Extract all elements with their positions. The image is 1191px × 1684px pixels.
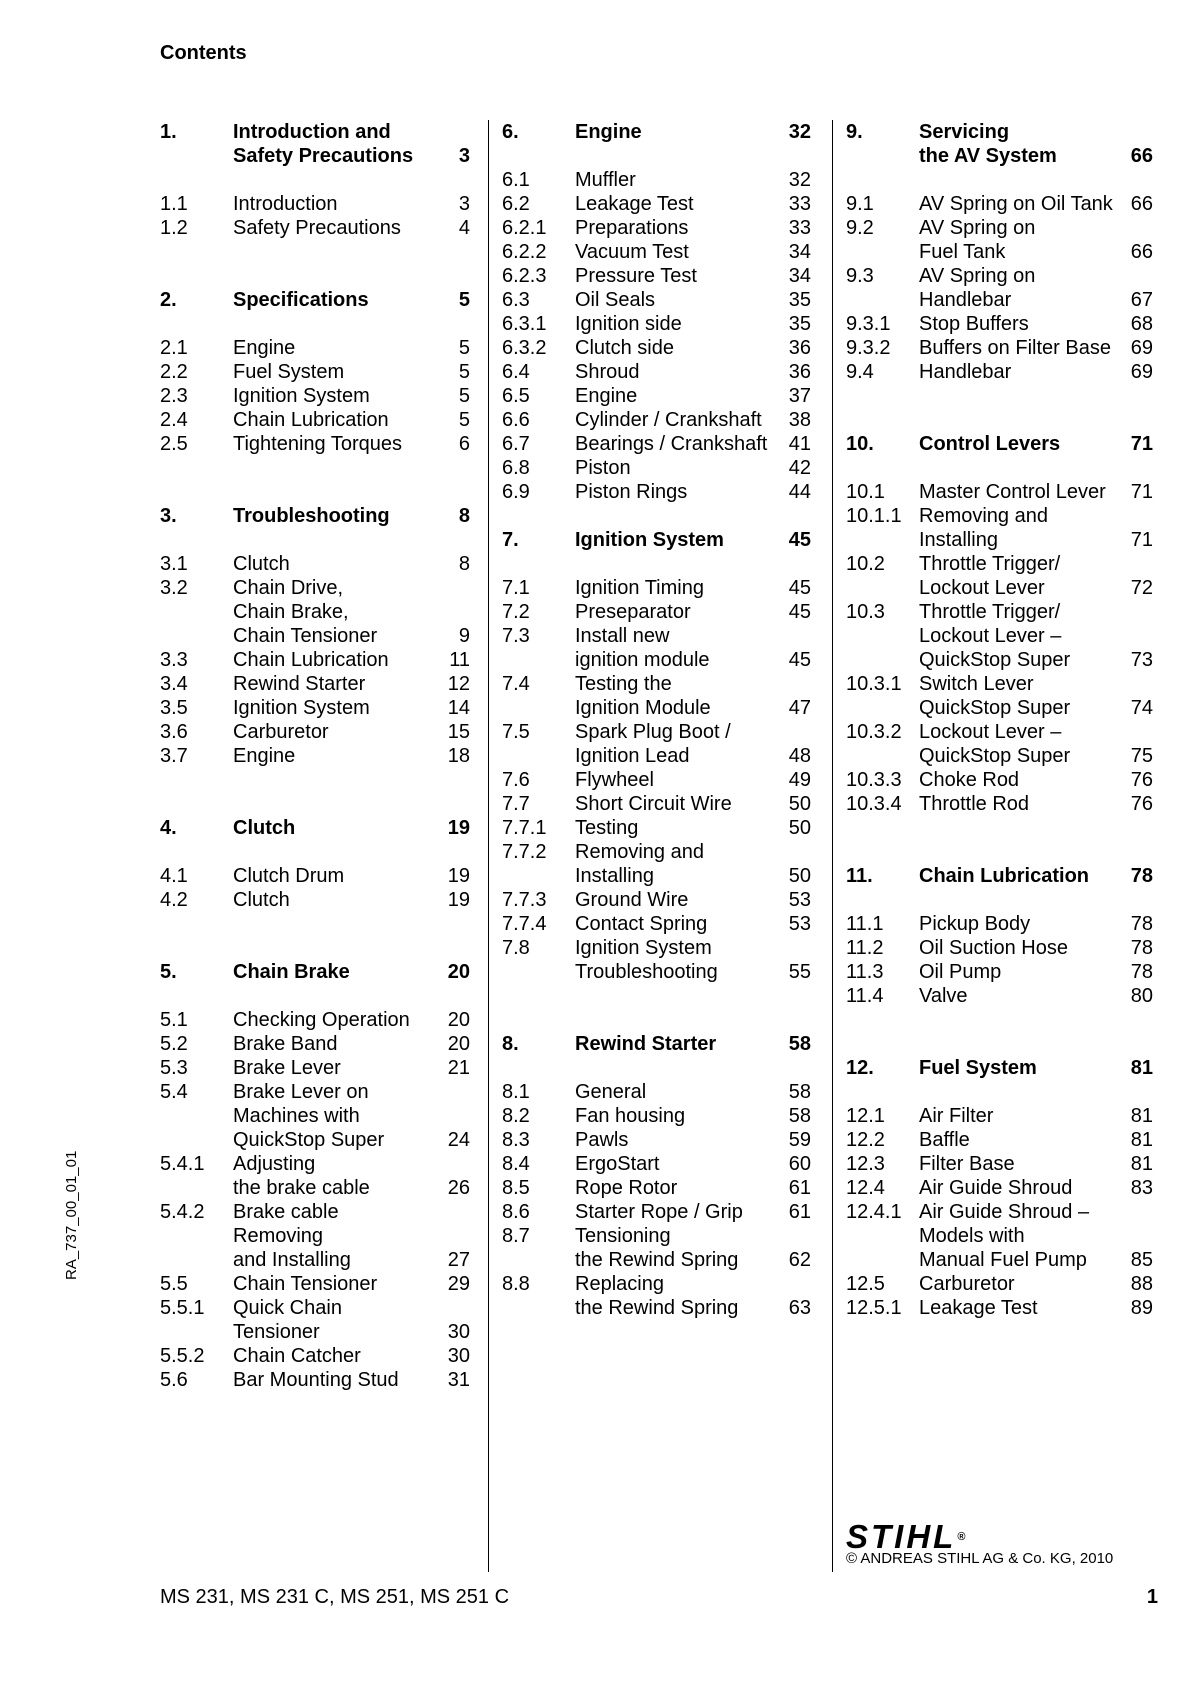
toc-entry[interactable]: 6.7 Bearings / Crankshaft 41	[502, 433, 811, 455]
toc-entry[interactable]: 5.5.2 Chain Catcher 30	[160, 1345, 470, 1367]
toc-entry[interactable]: 5.4.2 Brake cable Removing and Installing 27	[160, 1201, 470, 1271]
toc-column-1	[160, 120, 470, 1392]
toc-entry[interactable]: 2.3 Ignition System 5	[160, 385, 470, 407]
toc-entry[interactable]: 7.7.2 Removing and Installing 50	[502, 841, 811, 887]
toc-entry[interactable]: 10.3.4 Throttle Rod 76	[846, 793, 1153, 815]
toc-entry[interactable]: 3.5 Ignition System 14	[160, 697, 470, 719]
toc-entry[interactable]: 6.2.3 Pressure Test 34	[502, 265, 811, 287]
toc-entry[interactable]: 8.4 ErgoStart 60	[502, 1153, 811, 1175]
toc-entry[interactable]: 12.1 Air Filter 81	[846, 1105, 1153, 1127]
column-divider	[488, 120, 489, 1572]
toc-entry[interactable]: 9.1 AV Spring on Oil Tank 66	[846, 193, 1153, 215]
toc-entry[interactable]: 8.5 Rope Rotor 61	[502, 1177, 811, 1199]
toc-entry[interactable]: 12.2 Baffle 81	[846, 1129, 1153, 1151]
toc-entry[interactable]: 7.3 Install new ignition module 45	[502, 625, 811, 671]
toc-entry[interactable]: 6.1 Muffler 32	[502, 169, 811, 191]
toc-entry[interactable]: 3.3 Chain Lubrication 11	[160, 649, 470, 671]
toc-entry[interactable]: 5.6 Bar Mounting Stud 31	[160, 1369, 470, 1391]
toc-entry[interactable]: 12.3 Filter Base 81	[846, 1153, 1153, 1175]
toc-section[interactable]: 4. Clutch 19	[160, 817, 470, 839]
toc-entry[interactable]: 11.3 Oil Pump 78	[846, 961, 1153, 983]
toc-entry[interactable]: 10.3.2 Lockout Lever – QuickStop Super 75	[846, 721, 1153, 767]
toc-entry[interactable]: 7.2 Preseparator 45	[502, 601, 811, 623]
toc-entry[interactable]: 10.1.1 Removing and Installing 71	[846, 505, 1153, 551]
toc-entry[interactable]: 7.7.3 Ground Wire 53	[502, 889, 811, 911]
toc-entry[interactable]: 2.4 Chain Lubrication 5	[160, 409, 470, 431]
toc-entry[interactable]: 11.1 Pickup Body 78	[846, 913, 1153, 935]
toc-entry[interactable]: 8.1 General 58	[502, 1081, 811, 1103]
toc-section[interactable]: 9. Servicing the AV System 66	[846, 121, 1153, 167]
toc-entry[interactable]: 8.6 Starter Rope / Grip 61	[502, 1201, 811, 1223]
toc-section[interactable]: 3. Troubleshooting 8	[160, 505, 470, 527]
footer-models: MS 231, MS 231 C, MS 251, MS 251 C	[160, 1586, 510, 1608]
toc-entry[interactable]: 7.7.4 Contact Spring 53	[502, 913, 811, 935]
toc-entry[interactable]: 2.1 Engine 5	[160, 337, 470, 359]
toc-entry[interactable]: 7.5 Spark Plug Boot / Ignition Lead 48	[502, 721, 811, 767]
toc-entry[interactable]: 6.5 Engine 37	[502, 385, 811, 407]
copyright: © ANDREAS STIHL AG & Co. KG, 2010	[846, 1550, 1114, 1567]
toc-entry[interactable]: 3.1 Clutch 8	[160, 553, 470, 575]
toc-entry[interactable]: 3.2 Chain Drive, Chain Brake, Chain Tensioner 9	[160, 577, 470, 647]
toc-entry[interactable]: 3.4 Rewind Starter 12	[160, 673, 470, 695]
toc-entry[interactable]: 3.6 Carburetor 15	[160, 721, 470, 743]
toc-section[interactable]: 7. Ignition System 45	[502, 529, 811, 551]
toc-entry[interactable]: 7.7.1 Testing 50	[502, 817, 811, 839]
toc-entry[interactable]: 10.3.3 Choke Rod 76	[846, 769, 1153, 791]
toc-entry[interactable]: 11.2 Oil Suction Hose 78	[846, 937, 1153, 959]
toc-entry[interactable]: 11.4 Valve 80	[846, 985, 1153, 1007]
stihl-logo	[846, 1518, 966, 1555]
toc-entry[interactable]: 9.4 Handlebar 69	[846, 361, 1153, 383]
toc-entry[interactable]: 6.3 Oil Seals 35	[502, 289, 811, 311]
toc-entry[interactable]: 5.2 Brake Band 20	[160, 1033, 470, 1055]
toc-section[interactable]: 6. Engine 32	[502, 121, 811, 143]
toc-entry[interactable]: 10.2 Throttle Trigger/ Lockout Lever 72	[846, 553, 1153, 599]
registered-mark: ®	[957, 1531, 966, 1543]
toc-entry[interactable]: 6.2 Leakage Test 33	[502, 193, 811, 215]
toc-entry[interactable]: 2.2 Fuel System 5	[160, 361, 470, 383]
toc-section[interactable]: 5. Chain Brake 20	[160, 961, 470, 983]
toc-entry[interactable]: 1.1 Introduction 3	[160, 193, 470, 215]
toc-column-3	[846, 120, 1153, 1320]
toc-entry[interactable]: 7.6 Flywheel 49	[502, 769, 811, 791]
toc-entry[interactable]: 4.2 Clutch 19	[160, 889, 470, 911]
toc-column-2	[502, 120, 811, 1320]
toc-entry[interactable]: 5.5.1 Quick Chain Tensioner 30	[160, 1297, 470, 1343]
toc-section[interactable]: 1. Introduction and Safety Precautions 3	[160, 121, 470, 167]
toc-entry[interactable]: 7.4 Testing the Ignition Module 47	[502, 673, 811, 719]
toc-entry[interactable]: 12.4.1 Air Guide Shroud – Models with Manual Fuel Pump 85	[846, 1201, 1153, 1271]
toc-entry[interactable]: 6.8 Piston 42	[502, 457, 811, 479]
toc-entry[interactable]: 7.1 Ignition Timing 45	[502, 577, 811, 599]
toc-entry[interactable]: 6.2.1 Preparations 33	[502, 217, 811, 239]
toc-entry[interactable]: 5.4.1 Adjusting the brake cable 26	[160, 1153, 470, 1199]
toc-entry[interactable]: 5.4 Brake Lever on Machines with QuickStop Super 24	[160, 1081, 470, 1151]
toc-section[interactable]: 12. Fuel System 81	[846, 1057, 1153, 1079]
toc-entry[interactable]: 6.6 Cylinder / Crankshaft 38	[502, 409, 811, 431]
page-title: Contents	[160, 42, 247, 64]
toc-entry[interactable]: 2.5 Tightening Torques 6	[160, 433, 470, 455]
toc-entry[interactable]: 12.5.1 Leakage Test 89	[846, 1297, 1153, 1319]
toc-entry[interactable]: 5.3 Brake Lever 21	[160, 1057, 470, 1079]
toc-entry[interactable]: 8.7 Tensioning the Rewind Spring 62	[502, 1225, 811, 1271]
toc-entry[interactable]: 10.3.1 Switch Lever QuickStop Super 74	[846, 673, 1153, 719]
toc-entry[interactable]: 5.1 Checking Operation 20	[160, 1009, 470, 1031]
toc-section[interactable]: 11. Chain Lubrication 78	[846, 865, 1153, 887]
toc-entry[interactable]: 6.3.2 Clutch side 36	[502, 337, 811, 359]
toc-entry[interactable]: 6.3.1 Ignition side 35	[502, 313, 811, 335]
toc-entry[interactable]: 6.2.2 Vacuum Test 34	[502, 241, 811, 263]
toc-entry[interactable]: 10.3 Throttle Trigger/ Lockout Lever – QuickStop Super 73	[846, 601, 1153, 671]
toc-entry[interactable]: 9.3.1 Stop Buffers 68	[846, 313, 1153, 335]
toc-entry[interactable]: 7.8 Ignition System Troubleshooting 55	[502, 937, 811, 983]
toc-entry[interactable]: 9.3 AV Spring on Handlebar 67	[846, 265, 1153, 311]
toc-section[interactable]: 2. Specifications 5	[160, 289, 470, 311]
toc-entry[interactable]: 10.1 Master Control Lever 71	[846, 481, 1153, 503]
toc-entry[interactable]: 8.3 Pawls 59	[502, 1129, 811, 1151]
toc-entry[interactable]: 12.5 Carburetor 88	[846, 1273, 1153, 1295]
toc-entry[interactable]: 4.1 Clutch Drum 19	[160, 865, 470, 887]
toc-entry[interactable]: 5.5 Chain Tensioner 29	[160, 1273, 470, 1295]
page-number: 1	[1146, 1586, 1158, 1608]
toc-section[interactable]: 10. Control Levers 71	[846, 433, 1153, 455]
toc-entry[interactable]: 9.3.2 Buffers on Filter Base 69	[846, 337, 1153, 359]
toc-entry[interactable]: 12.4 Air Guide Shroud 83	[846, 1177, 1153, 1199]
toc-entry[interactable]: 9.2 AV Spring on Fuel Tank 66	[846, 217, 1153, 263]
toc-entry[interactable]: 6.4 Shroud 36	[502, 361, 811, 383]
logo-wordmark: STIHL	[846, 1518, 957, 1555]
toc-entry[interactable]: 1.2 Safety Precautions 4	[160, 217, 470, 239]
toc-section[interactable]: 8. Rewind Starter 58	[502, 1033, 811, 1055]
toc-entry[interactable]: 3.7 Engine 18	[160, 745, 470, 767]
toc-entry[interactable]: 8.2 Fan housing 58	[502, 1105, 811, 1127]
column-divider	[832, 120, 833, 1572]
toc-entry[interactable]: 8.8 Replacing the Rewind Spring 63	[502, 1273, 811, 1319]
toc-entry[interactable]: 6.9 Piston Rings 44	[502, 481, 811, 503]
toc-entry[interactable]: 7.7 Short Circuit Wire 50	[502, 793, 811, 815]
document-code: RA_737_00_01_01	[63, 1150, 80, 1280]
